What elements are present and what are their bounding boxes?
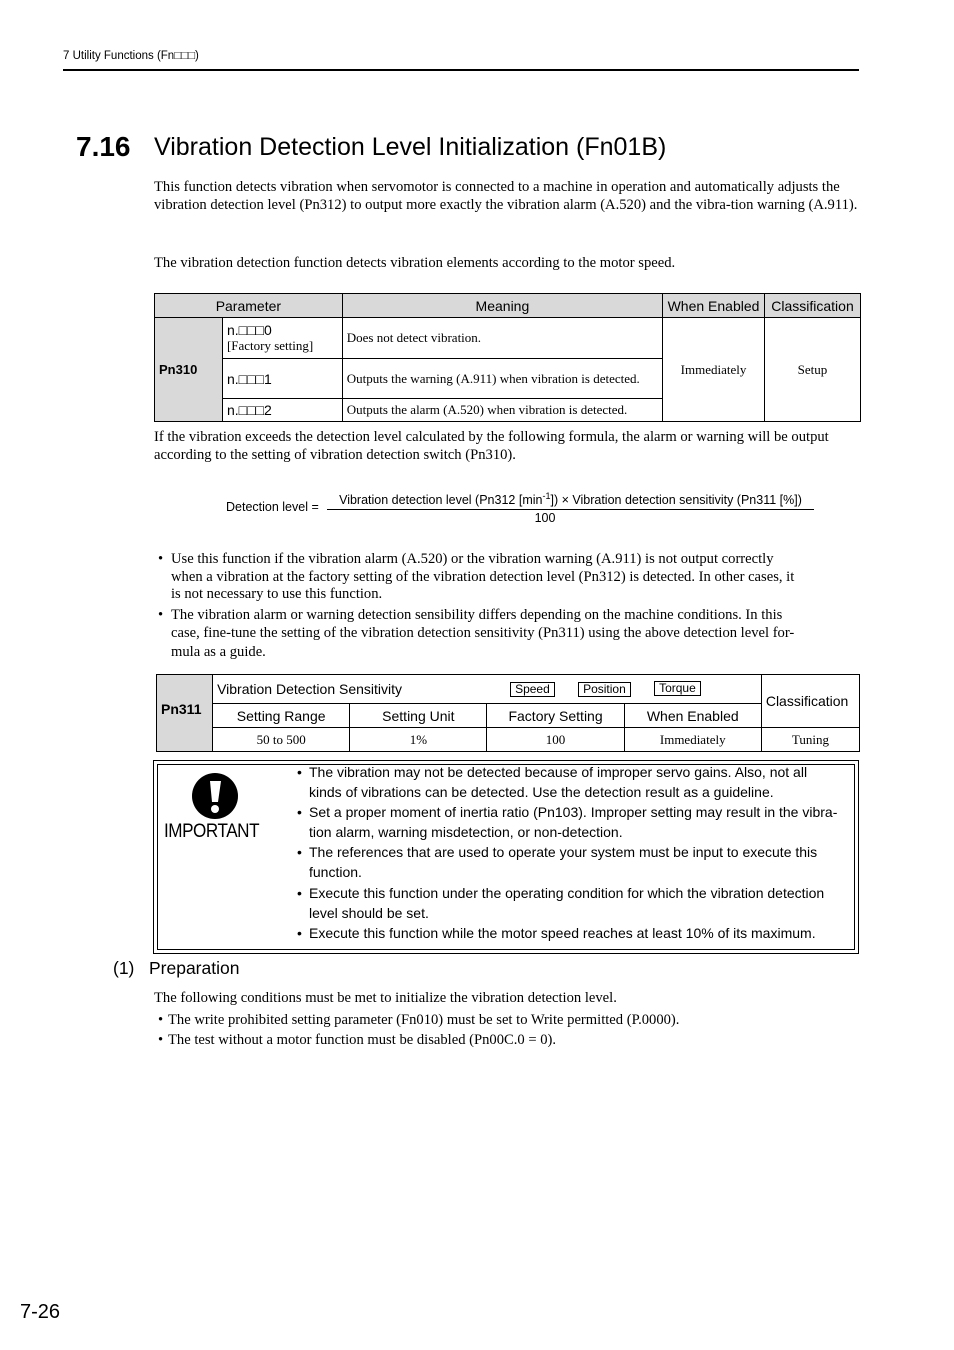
item-line: The vibration may not be detected because of improper servo gains. Also, not all [309, 764, 808, 780]
important-item [297, 924, 853, 944]
bullet-line: case, fine-tune the setting of the vibration detection sensitivity (Pn311) using the above detection level for- [171, 624, 795, 641]
table-row [222, 318, 342, 359]
pn311-table [156, 674, 860, 752]
tag-torque: Torque [654, 681, 701, 696]
pn311-name-row [213, 675, 762, 704]
tag-speed: Speed [510, 682, 555, 697]
running-head: 7 Utility Functions (Fn□□□) [63, 50, 199, 62]
item-line: Set a proper moment of inertia ratio (Pn103). Improper setting may result in the vibra- [309, 804, 838, 820]
fraction-line [327, 509, 814, 510]
numerator-part-a: Vibration detection level (Pn312 [min [339, 493, 543, 508]
bullet-dot: • [297, 844, 302, 860]
classification-value: Tuning [761, 728, 859, 752]
header-when-enabled: When Enabled [624, 704, 761, 728]
bullet-dot: • [297, 764, 302, 780]
list-item [158, 1032, 858, 1050]
param-pn310: Pn310 [155, 318, 223, 422]
setting-code: n.□□□2 [222, 399, 342, 422]
section-number: 7.16 [76, 131, 131, 162]
bullet-line: mula as a guide. [171, 644, 266, 660]
setting-code: n.□□□0 [226, 322, 272, 338]
param-name: Vibration Detection Sensitivity [217, 681, 403, 697]
bullet-dot: • [297, 885, 302, 901]
header-rule [63, 69, 859, 71]
intro-paragraph-2: The vibration detection function detects vibration elements according to the motor speed. [154, 255, 676, 271]
numerator-superscript: -1 [542, 491, 551, 501]
list-item [158, 607, 858, 663]
header-meaning: Meaning [342, 294, 662, 318]
when-enabled-value: Immediately [663, 318, 765, 422]
setting-code: n.□□□1 [222, 359, 342, 399]
header-parameter: Parameter [155, 294, 343, 318]
list-item-text: The test without a motor function must be disabled (Pn00C.0 = 0). [168, 1032, 557, 1048]
setting-unit-value: 1% [350, 728, 487, 752]
important-item [297, 843, 853, 883]
section-title: Vibration Detection Level Initialization (Fn01B) [154, 133, 667, 161]
setting-meaning: Outputs the warning (A.911) when vibration is detected. [342, 359, 662, 399]
setting-range-value: 50 to 500 [213, 728, 350, 752]
list-item [158, 1012, 858, 1030]
intro-paragraph-1: This function detects vibration when servomotor is connected to a machine in operation and automatically adjusts the vibration detection level (Pn312) to output more exactly the vibration alarm (A.520) and the vibra-tion warning (A.911). [154, 179, 858, 213]
factory-setting-value: 100 [487, 728, 624, 752]
bullet-dot: • [297, 804, 302, 820]
pn310-table [154, 293, 861, 422]
classification-value: Setup [764, 318, 860, 422]
formula-intro: If the vibration exceeds the detection level calculated by the following formula, the alarm or warning will be output according to the setting of vibration detection switch (Pn310). [154, 429, 829, 463]
setting-meaning: Does not detect vibration. [342, 318, 662, 359]
page-number: 7-26 [20, 1301, 61, 1323]
bullet-line: Use this function if the vibration alarm (A.520) or the vibration warning (A.911) is not output correctly [171, 551, 774, 567]
item-line: function. [309, 863, 362, 880]
exclamation-icon [191, 772, 239, 820]
numerator-part-b: ]) × Vibration detection sensitivity (Pn311 [%]) [550, 493, 802, 508]
item-line: kinds of vibrations can be detected. Use the detection result as a guideline. [309, 783, 774, 800]
important-item [297, 763, 853, 803]
setting-note: [Factory setting] [226, 338, 314, 353]
header-setting-unit: Setting Unit [350, 704, 487, 728]
important-label: IMPORTANT [164, 821, 260, 842]
item-line: level should be set. [309, 904, 429, 921]
item-line: Execute this function while the motor speed reaches at least 10% of its maximum. [309, 925, 816, 941]
list-item-text: The write prohibited setting parameter (Fn010) must be set to Write permitted (P.0000). [168, 1012, 680, 1028]
subsection-heading: (1) Preparation [113, 958, 240, 978]
item-line: The references that are used to operate your system must be input to execute this [309, 844, 818, 860]
bullet-dot: • [297, 925, 302, 941]
formula-denominator: 100 [534, 511, 556, 525]
when-enabled-value: Immediately [624, 728, 761, 752]
bullet-line: when a vibration at the factory setting of the vibration detection level (Pn312) is detected. In other cases, it [171, 568, 795, 585]
header-classification: Classification [761, 675, 859, 728]
preparation-intro: The following conditions must be met to initialize the vibration detection level. [154, 990, 617, 1006]
bullet-dot: • [158, 1032, 164, 1048]
bullet-dot: • [158, 551, 164, 567]
header-classification: Classification [764, 294, 860, 318]
setting-meaning: Outputs the alarm (A.520) when vibration is detected. [342, 399, 662, 422]
param-pn311: Pn311 [157, 675, 213, 752]
header-when-enabled: When Enabled [663, 294, 765, 318]
list-item [158, 551, 858, 604]
important-item [297, 884, 853, 924]
header-factory-setting: Factory Setting [487, 704, 624, 728]
item-line: tion alarm, warning misdetection, or non-detection. [309, 823, 623, 840]
bullet-dot: • [158, 1012, 164, 1028]
tag-position: Position [578, 682, 631, 697]
bullet-line: The vibration alarm or warning detection sensibility differs depending on the machine conditions. In this [171, 607, 783, 623]
header-setting-range: Setting Range [213, 704, 350, 728]
formula-numerator [327, 491, 814, 507]
bullet-dot: • [158, 607, 164, 623]
important-item [297, 803, 853, 843]
formula-label: Detection level = [226, 500, 319, 514]
bullet-line: is not necessary to use this function. [171, 586, 383, 602]
item-line: Execute this function under the operating condition for which the vibration detection [309, 885, 825, 901]
